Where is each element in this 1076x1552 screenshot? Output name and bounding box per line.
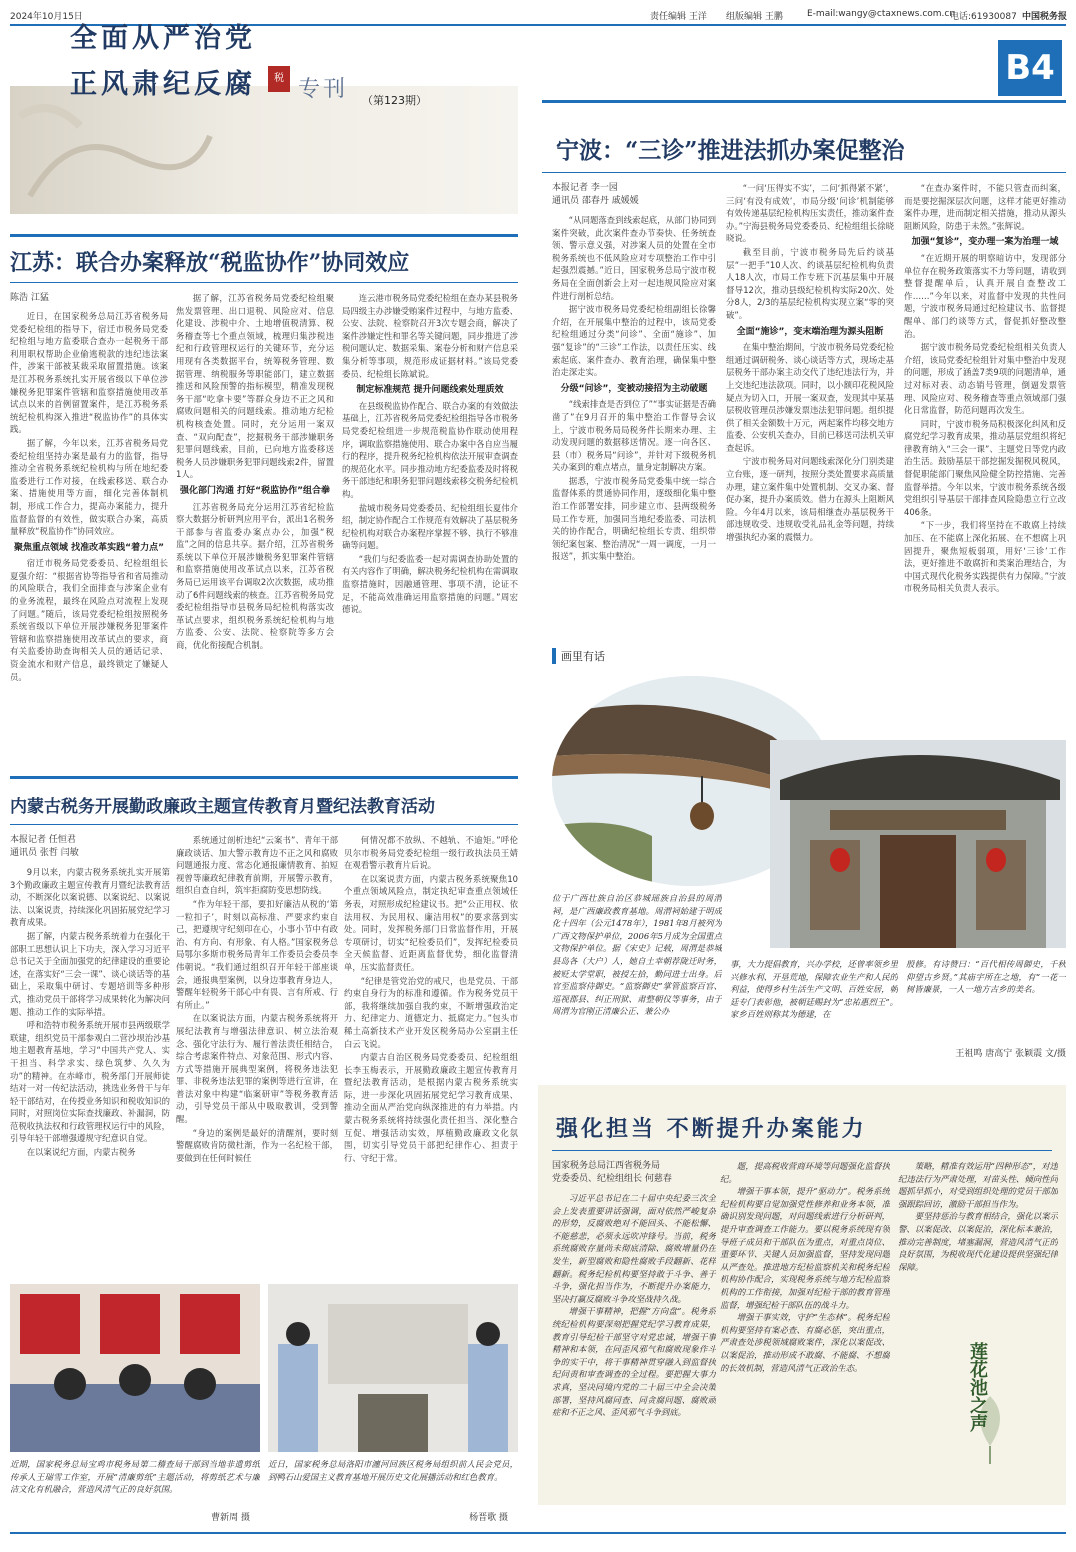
mongolia-title-rule	[10, 776, 518, 779]
ningbo-col1	[552, 214, 716, 632]
jiangsu-title-underline	[10, 282, 518, 283]
paragraph: 增强干事精神，把握“方向盘”。税务系统纪检机构要深刻把握党纪学习教育成果，教育引导纪检干部坚守对党忠诚，增强干事精神和本领，在同歪风邪气和腐败现象作斗争的实干中，将干事精神贯穿融入到监督执纪问责和审查调查的全过程。要把握大事力求真，坚决同境内党的二十届三中全会决策部署，坚持风腐同查、同贪腐问题、腐败顽症和不正之风、歪风邪气斗争到底。	[552, 1306, 716, 1418]
paragraph: 截至目前，宁波市税务局先后约谈基层“一把手”10人次、约谈基层纪检机构负责人18人次，市局工作专班下沉基层集中开展督导12次，推动县级纪检机构实际20次、处分8人，2/3的基层纪检机构实现立案“零的突破”。	[726, 246, 894, 320]
ningbo-title-rule	[542, 100, 1066, 103]
banner-column-label: 专刊	[298, 77, 349, 102]
jiangsu-col1	[10, 310, 168, 760]
paragraph: 据宁波市税务局党委纪检组副组长徐馨介绍，在开展集中整治的过程中，该局党委纪检组通过分类“问诊”、全面“施诊”、加强“复诊”的“三诊”工作法，以责任压实、线索起底、案件查办、教育治理，确保集中整治走深走实。	[552, 304, 716, 378]
jiangsu-subhead-3: 制定标准规范 提升问题线索处理质效	[356, 385, 504, 396]
exhibition-image	[268, 1284, 518, 1452]
jiangsu-byline: 陈浩 江猛	[10, 293, 49, 303]
ningbo-subhead-2: 全面“施诊”，变末端治理为源头阻断	[736, 326, 884, 337]
jiangxi-title: 强化担当 不断提升办案能力	[556, 1116, 867, 1142]
jiangsu-title: 江苏：联合办案释放“税监协作”协同效应	[10, 250, 410, 276]
responsible-editor: 责任编辑 王洋	[650, 12, 707, 22]
paragraph: “纪律是管党治党的戒尺，也是党员、干部约束自身行为的标准和遵循。作为税务党员干部，我将继续加强自我约束，不断增强政治定力、纪律定力、道德定力、抵腐定力。”包头市稀土高新技术产业开发区税务局办公室副主任白云飞说。	[344, 975, 518, 1049]
mongolia-title-underline	[10, 824, 518, 825]
ningbo-byline-reporter: 本报记者 李一园	[552, 183, 618, 193]
ningbo-title-underline	[542, 172, 1066, 173]
photo-section-tag: 画里有话	[552, 648, 605, 664]
jiangsu-subhead-2: 强化部门沟通 打好“税监协作”组合拳	[180, 485, 330, 496]
paragraph: 何情况都不放纵、不越轨、不逾矩。”呼伦贝尔市税务局党委纪检组一级行政执法员王婧在观看警示教育片后说。	[344, 835, 518, 871]
jiangsu-col3	[342, 292, 518, 760]
banner-line2: 正风肃纪反腐	[70, 69, 256, 100]
footer-rule	[10, 1532, 1066, 1534]
paragraph: 在以案说法方面，内蒙古税务系统将开展纪法教育与增强法律意识、树立法治观念、强化守法行为、履行普法责任相结合，综合考虑案件特点、对象范围、形式内容、方式等措施开展典型案例，将税务违法犯罪、非税务违法犯罪的案例等进行宣讲，在普法对象中构建“临案研审”等税务教育活动，引导党员干部从中吸取教训，受到警醒。	[176, 1013, 338, 1125]
issue-date: 2024年10月15日	[10, 12, 83, 22]
paragraph: “我们与纪委监委一起对需调查协助处置的有关内容作了明确，解决税务纪检机构在需调取监察措施时，因融通管理、事项不清，论证不足，不能高效准确运用监察措施的问题。”周宏德说。	[342, 553, 518, 615]
paragraph: 系统通过剖析违纪“云案书”、青年干部廉政谈话、加大警示教育边不正之风和腐败问题通报力度、常态化通报廉情教育、拍短视曾等廉政纪律教育前期，开展警示教育，组织自查自纠，筑牢拒腐防变思想防线。	[176, 835, 338, 896]
lotus-pond-logo	[960, 1336, 1020, 1466]
paragraph: “下一步，我们将坚持在不敢腐上持续加压、在不能腐上深化拓展、在不想腐上巩固提升，聚焦短板弱项，用好‘三诊’工作法，更好推进不敢腐折和类案治理结合，为中国式现代化税务实践提供有力保障。”宁波市税务局相关负责人表示。	[904, 520, 1066, 594]
banner-line1: 全面从严治党	[70, 23, 256, 54]
photo-text-col2: 事，大力提倡教育，兴办学校，还曾率领乡里兴修水利、开垦荒地，保障农业生产和人民的利益，使得乡村生活生产文明、百姓安居，朝廷专门表彰他，被朝廷赐封为“忠祐惠烈王”。家乡百姓则称其为德建，在	[730, 959, 898, 1020]
ningbo-title: 宁波：“三诊”推进法抓办案促整治	[556, 137, 905, 164]
paragraph: 盐城市税务局党委委员、纪检组组长夏伟介绍，制定协作配合工作规范有效解决了基层税务纪检机构对联合办案程序掌握不够、执行不够准确等问题。	[342, 502, 518, 551]
temple-gate-photo	[770, 740, 1066, 948]
paper-cutting-photo	[10, 1284, 260, 1452]
jiangsu-col2	[176, 292, 334, 760]
mongolia-title: 内蒙古税务开展勤政廉政主题宣传教育月暨纪法教育活动	[10, 797, 435, 817]
ningbo-subhead-3: 加强“复诊”，变办理一案为治理一域	[911, 237, 1059, 248]
photo-text-col1: 位于广西壮族自治区恭城瑶族自治县的周渭祠，是广西廉政教育基地。周渭祠始建于明成化十四年（公元1478年），1981年8月被列为广西文物保护单位，2006年5月成为全国重点文物保护单位。据《宋史》记载，周渭是恭城县岛各（大户）人，她自土幸朝荐陇迁时务，被贬太学堂职，被授左拾，勤同进士出身。后官至监察侍御史。“监察御史”掌管监察百官、巡视郡县、纠正刑狱、肃整朝仪等事务，由于周渭为官刚正清廉公正、兼公办	[552, 893, 722, 1017]
jiangxi-byline-org: 国家税务总局江西省税务局	[552, 1161, 661, 1171]
paragraph: “作为年轻干部，要扣好廉洁从税的‘第一粒扣子’，时刻以高标准、严要求约束自己，把遵规守纪刻印在心，小事小节中有政治、有方向、有形象、有人格。”国家税务总局鄂尔多斯市税务局青年工作委员会委员李伟朝说。“我们通过组织召开年轻干部座谈会，通报典型案例，以身边事教育身边人，警醒年轻税务干部心中有畏、言有所戒、行有所止。”	[176, 898, 338, 1010]
paragraph: 在以案说纪方面，内蒙古税务	[26, 1147, 136, 1158]
jiangxi-col2	[720, 1160, 890, 1498]
paragraph: 在以案说责方面，内蒙古税务系统聚焦10个重点领域风险点，制定执纪审查重点领域任务表，对照形成纪检建议书。把“公正用权、依法用权、为民用权、廉洁用权”的要求落到实处。同时，发挥税务部门日常监督作用，开展专项研讨，切实“纪检委员们”，发挥纪检委员全天候监督、近距离监督优势，细化监督清单，压实监督责任。	[344, 873, 518, 972]
paper-cutting-image	[10, 1284, 260, 1452]
history-exhibition-photo	[268, 1284, 518, 1452]
paragraph: 要坚持惩治与教育相结合，强化以案示警、以案促改、以案促治，深化标本兼治，推动完善制度，堵塞漏洞，营造风清气正的良好氛围，为税收现代化建设提供坚强纪律保障。	[898, 1211, 1058, 1272]
jiangxi-col3	[898, 1160, 1058, 1340]
paragraph: 习近平总书记在二十届中央纪委三次全会上发表重要讲话强调，面对依然严峻复杂的形势，反腐败绝对不能回头、不能松懈、不能慈悲，必须永远吹冲锋号。当前，税务系统腐败存量尚未彻底清除、腐败增量仍在发生，新型腐败和隐性腐败手段翻新、花样翻新。税务纪检机构要坚持敢于斗争、善于斗争，强化担当作为，不断提升办案能力，坚决打赢反腐败斗争攻坚战持久战。	[552, 1193, 716, 1304]
temple-gate-image	[770, 740, 1066, 948]
paragraph: 据悉，宁波市税务局党委集中统一综合监督体系的贯通协同作用，逐级细化集中整治工作部署安排，同步建立市、县两级税务局工作专班，加强同当地纪委监委、司法机关的协作配合，明确纪检组长专责、组织带领纪案包案、整治清况“一周一调度，一月一报送”，抓实集中整治。	[552, 475, 716, 562]
paragraph: 在县级税监协作配合、联合办案的有效做法基础上，江苏省税务局党委纪检组指导各市税务局党委纪检组进一步规范税监协作联动使用程序，调取监察措施使用、联合办案中各自应当履行的程序，提升税务纪检机构依法开展审查调查的规范化水平。同步推动地方纪委监委及时将税务干部违纪和职务犯罪问题线索移交税务纪检机构。	[342, 400, 518, 499]
paragraph: 据了解，江苏省税务局党委纪检组聚焦发票管理、出口退税、风险应对、信息化建设、涉税中介、土地增值税清算、税务稽查等七个重点领域，梳理归集涉税违纪和行政管理权运行的关键环节，充分运用现有各类数据平台，统筹税务管理、数据管理、纳税服务等职能部门，建立数据推送和风险预警的指标模型，精准发现税务干部“吃拿卡要”等群众身边不正之风和腐败问题相关的问题线索。推动地方纪检机构核查处置。同时，充分运用一案双查、“双向配查”，挖掘税务干部涉嫌职务犯罪问题线索，目前，已向地方监委移送税务人员涉嫌职务犯罪问题线索2件，留置1人。	[176, 293, 334, 480]
paragraph: 内蒙古自治区税务局党委委员、纪检组组长李玉梅表示，开展勤政廉政主题宣传教育月暨纪法教育活动，是根据内蒙古税务系统实际，进一步深化巩固拓展党纪学习教育成果、推动全面从严治党向纵深推进的有力举措。内蒙古税务系统将持续强化责任担当、深化整合互促、增强活动实效，厚植勤政廉政文化氛围，切实引导党员干部把纪律作心、担责于行、守纪于常。	[344, 1052, 518, 1163]
paragraph: 近日，在国家税务总局江苏省税务局党委纪检组的指导下，宿迁市税务局党委纪检组与地方监委联合查办一起税务干部利用职权帮助企业偷逃税款的违纪违法案件，涉案干部被某裁采取留置措施。该案是江苏税务系统扎实开展省级以下单位涉嫌税务犯罪案件管辖和监察措施使用改革试点以来的首例留置案件，是江苏税务系统纪检机构深入推进“税监协作”的具体实践。	[10, 311, 168, 435]
paragraph: 增强干事本领，提升“驱动力”。税务系统纪检机构要自觉加强党性修养和业务本领，准确识别发现问题，对问题线索进行分析研判，提升审查调查工作能力。要以税务系统现有领导班子成员和干部队伍为重点，对重点岗位、重要环节、关键人员加强监督，坚持发现问题从严查处。推进地方纪检监察机关和税务纪检机构协作配合，实现税务系统与地方纪检监察机构的工作衔接，加强对纪检干部的教育管理监督，增强纪检干部队伍的战斗力。	[720, 1186, 890, 1310]
paragraph: 连云港市税务局党委纪检组在查办某县税务局四级主办涉嫌受贿案件过程中，与地方监委、公安、法院、检察院召开3次专题会商，解决了案件涉嫌定性和罪名等关键问题，同步推进了涉税问题认定、数据采集、案卷分析和财产信息采集分析等事项，规范形成证据材料。”该局党委委员、纪检组长陈斌说。	[342, 293, 518, 379]
ningbo-subhead-1: 分级“问诊”，变被动接招为主动破题	[560, 383, 708, 394]
email: E-mail:wangy@ctaxnews.com.cn	[807, 9, 956, 19]
photo-text-col3: 殷修。有诗赞曰：“百代相传周御史，千秋仰望古乡贤。”其庙宇所在之地，有“一花一树皆廉景，一人一地方古乡的美名。	[906, 959, 1066, 995]
layout-editor: 组版编辑 王鹏	[726, 12, 783, 22]
jiangxi-byline-author: 党委委员、纪检组组长 何慈春	[552, 1174, 672, 1184]
photo-section-credit: 王祖鸣 唐高宁 张颖震 文/摄	[955, 1049, 1066, 1059]
mongolia-col1	[10, 866, 170, 1264]
ningbo-col3	[904, 182, 1066, 632]
lotus-pond-label: 莲花池之声	[967, 1342, 988, 1432]
paragraph: 宿迁市税务局党委委员、纪检组组长夏强介绍：“根据省协等指导省和省局推动的风险联合，我们全面排查与涉案企业有的业务流程，最终在风险点对流程上发现了问题。”随后，该局党委纪检组按照税务系统省级以下单位开展涉嫌税务犯罪案件管辖和监察措施使用改革试点的要求，商有关监委协助查询相关人员的通话记录、资金流水和财产信息，最终锁定了嫌疑人员。	[10, 558, 168, 682]
paragraph: 据了解，今年以来，江苏省税务局党委纪检组坚持办案是最有力的监督，指导推动全省税务系统纪检机构与所在地纪委监委进行工作对接，在线索移送、联合办案、措施使用等方面，细化完善体制机制，形成工作合力，提高办案能力，提升监督监督的有效性，做实联合办案，高质量释放“税监协作”协同效应。	[10, 437, 168, 537]
photo-caption-2: 近日，国家税务总局洛阳市瀍河回族区税务局组织前人民会党员，到鸭石山爱国主义教育基地开展历史文化展播活动和红色教育。	[268, 1459, 518, 1482]
photo-credit-1: 曹新周 摄	[211, 1513, 250, 1523]
banner-ink-decoration	[10, 86, 518, 214]
paragraph: “身边的案例是最好的清醒剂，要时刻警醒腐败肯防微杜渐，作为一名纪检干部，要做到在任何时候任	[176, 1127, 338, 1163]
jiangxi-col1	[552, 1192, 716, 1498]
paragraph: 题，提高税收营商环境等问题强化监督执纪。	[720, 1161, 890, 1184]
seal-icon: 税	[268, 66, 290, 92]
paragraph: “在近期开展的明察暗访中，发现部分单位存在税务政策落实不力等问题，请收到整督提醒单后，认真开展自查整改工作……”今年以来，对监督中发现的共性问题，宁波市税务局通过纪检建议书、监督提醒单、部门约谈等方式，督促抓好整改整治。	[904, 252, 1066, 339]
column-banner	[10, 86, 518, 214]
paragraph: 呼和浩特市税务系统开展市县两级联学联建，组织党员干部参观白二营沙坝治沙基地主题教育基地，学习“中国共产党人、实干担当、科学求实、绿色筑梦、久久为功”的精神。在赤峰市，税务部门开展师徒结对一对一传纪法活动，挑选业务骨干与年轻干部结对，在传授业务知识和税收知识的同时，对照岗位实际查找廉政、补漏洞，防范税收执法权和行政管理权运行中的风险，引导年轻干部增强遵规守纪意识自觉。	[10, 1020, 170, 1144]
jiangxi-title-underline	[552, 1150, 1052, 1151]
paragraph: 策略，精准有效运用“四种形态”，对违纪违法行为严肃处理，对苗头性、倾向性问题抓早抓小，对受到组织处理的党员干部加强跟踪回访，激励干部担当作为。	[898, 1161, 1058, 1209]
paragraph: 9月以来，内蒙古税务系统扎实开展第3个勤政廉政主题宣传教育月暨纪法教育活动，不断深化以案说德、以案说纪、以案说法、以案说责，持续深化巩固拓展党纪学习教育成果。	[10, 867, 170, 928]
page-number: B4	[998, 40, 1062, 96]
ningbo-byline-correspondent: 通讯员 邵春丹 戚媛媛	[552, 196, 639, 206]
mongolia-byline-correspondent: 通讯员 张哲 闫敏	[10, 848, 79, 858]
paragraph: “从同题落查到线索起底，从部门协同到案件突破，此次案件查办节奏快、任务统查领、警示意义强，对涉案人员的处置在全市税务系统也不低风险应对专项整治工作中引起强烈震撼。”近日，国家税务总局宁波市税务局在全面创新会上对一起违规风险应对案件进行剖析总结。	[552, 215, 716, 301]
mongolia-col2	[176, 834, 338, 1264]
banner-issue-number: （第123期）	[362, 94, 427, 107]
paragraph: 在集中整治期间，宁波市税务局党委纪检组通过调研税务、谈心谈话等方式，现场走基层税务干部办案主动交代了违纪违法行为，并上交违纪违法款项。同时，以小额印花税风险疑点为切入口，开展一案双查，发现其中某基层税收管理员涉嫌发票违法犯罪问题。组织提供了相关金额数十万元，两起案件均移交地方监委、公安机关查办，目前已移送司法机关审查起诉。	[726, 342, 894, 453]
photo-credit-2: 杨晋歌 摄	[469, 1513, 508, 1523]
mongolia-col3	[344, 834, 518, 1264]
mongolia-byline-reporter: 本报记者 任恒君	[10, 835, 76, 845]
photo-caption-1: 近期，国家税务总局宝鸡市税务局第二稽查局干部到当地非遗剪纸传承人王瑞雪工作室，开展“清廉剪纸”主题活动，将剪纸艺术与廉洁文化有机融合，营造风清气正的良好氛围。	[10, 1459, 260, 1495]
paragraph: 据宁波市税务局党委纪检组相关负责人介绍，该局党委纪检组针对集中整治中发现的问题，形成了涵盖7类9项的问题清单，通过对标对表、动态销号管理，倒逼发票管理、风险应对、税务稽查等重点领域部门强化日常监督，防范问题再次发生。	[904, 342, 1066, 416]
jiangsu-title-rule	[10, 234, 518, 237]
paragraph: “在查办案件时，不能只管查而纠案，而是要挖掘深层次问题，这样才能更好推动案件办理，进而制定相关措施，推动从源头阻断风险，防患于未然。”张辉说。	[904, 183, 1066, 231]
jiangsu-subhead-1: 聚焦重点领域 找准改革实践“着力点”	[14, 542, 164, 553]
paragraph: 增强干事实效，守护“生态林”。税务纪检机构要坚持有案必查、有腐必惩，突出重点，严肃查处涉税领域腐败案件，深化以案促改、以案促治，推动形成不敢腐、不能腐、不想腐的长效机制，营造风清气正政治生态。	[720, 1312, 890, 1373]
phone: 电话:61930087	[950, 12, 1017, 22]
paragraph: “线索排查是否到位了”“事实证据是否确凿了”在9月召开的集中整治工作督导会议上，宁波市税务局局税务件长期来办理、主动发现问题的数据移送情况。逐一向各区、县（市）税务局“问诊”，并针对下级税务机关办案到的难点堵点，量身定制解决方案。	[552, 399, 716, 473]
paragraph: 同时，宁波市税务局积极深化纠风和反腐党纪学习教育成果，推动基层党组织将纪律教育纳入“三会一课”、主题党日等党内政治生活。鼓励基层干部挖掘发掘税风税风，督促职能部门聚焦风险健全防控措施、完善监督举措。今年以来，宁波市税务系统各级党组织引导基层干部排查风险隐患立行立改406条。	[904, 418, 1066, 517]
paragraph: 据了解，内蒙古税务系统着力在强化干部职工思想认识上下功夫，深入学习习近平总书记关于全面加强党的纪律建设的重要论述，在落实好“三会一课”、谈心谈话等的基础上，采取集中研讨、专题培训等多种形式，推动党员干部将学习成果转化为解决问题、推动工作的实际举措。	[10, 930, 170, 1017]
paragraph: 江苏省税务局充分运用江苏省纪检监察大数据分析研判应用平台，派出1名税务干部参与省监委办案点办公，加强“税监”之间的信息共享。据介绍，江苏省税务系统以下单位开展涉嫌税务犯罪案件管辖和监察措施使用改革试点以来，江苏省税务局已运用该平台调取2次次数据，成功推动了6件问题线索的核查。江苏省税务局党委纪检组指导市县税务局纪检机构落实改革试点要求，组织税务系统纪检机构与地方监委、公安、法院、检察院等多方会商，优化衔接配合机制。	[176, 501, 334, 651]
paragraph: “一问‘压得实不实’，二问‘抓得紧不紧’，三问‘有没有成效’，市局分级‘问诊’机制能够有效传递基层纪检机构压实责任，推动案件查办。”宁海县税务局党委委员、纪检组组长徐晓晓说。	[726, 183, 894, 244]
paragraph: 宁波市税务局对问题线索深化分门别类建立台账，逐一研判，按照分类处置要求高质量办理，建立案件集中处置机制、交叉办案、督促办案，提升办案质效。借力在源头上阻断风险。今年4月以来，该局相继查办基层税务干部违规收受、违规收受礼品礼金等问题，持续增强执纪办案的震慑力。	[726, 456, 894, 543]
ningbo-col2	[726, 182, 894, 632]
paper-name: 中国税务报	[1022, 12, 1068, 22]
